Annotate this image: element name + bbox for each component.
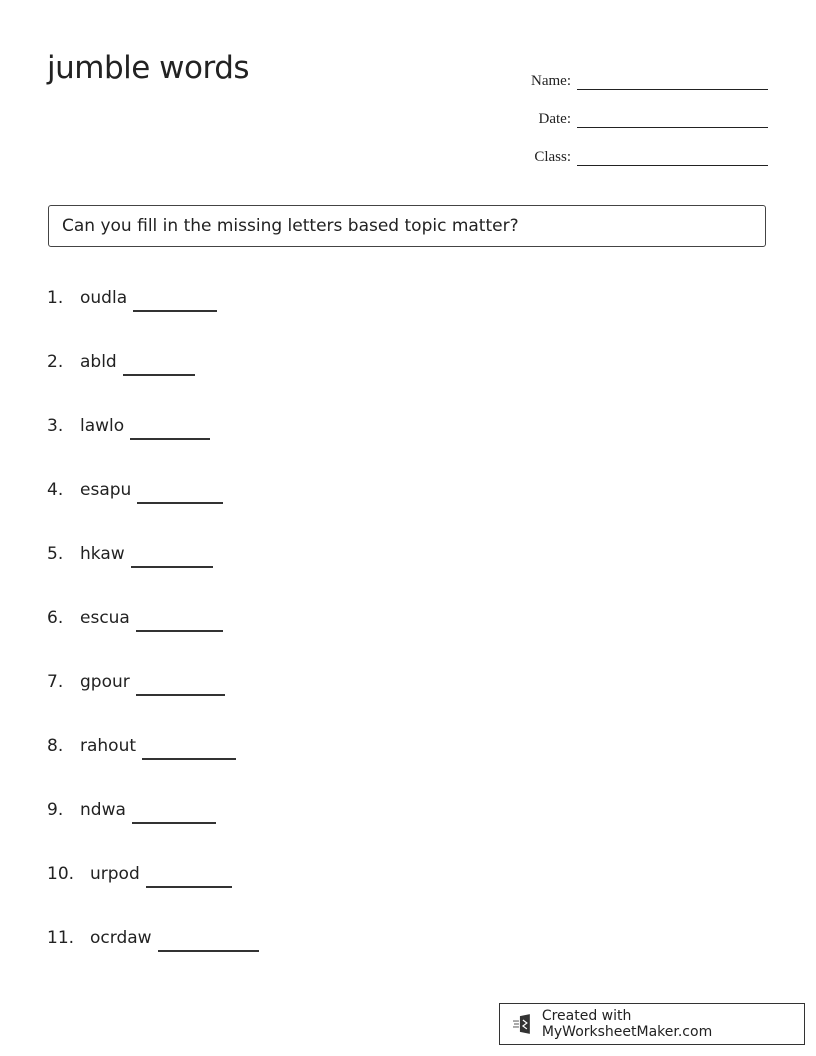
student-info-fields — [500, 52, 768, 166]
jumbled-word: gpour — [80, 672, 130, 692]
footer-badge[interactable] — [499, 1003, 805, 1045]
list-item — [47, 862, 259, 926]
jumbled-word: ndwa — [80, 800, 126, 820]
answer-blank[interactable] — [146, 862, 232, 888]
list-item — [47, 670, 259, 734]
date-line[interactable] — [577, 105, 768, 128]
jumbled-word: rahout — [80, 736, 137, 756]
answer-blank[interactable] — [132, 798, 216, 824]
class-label: Class: — [534, 149, 571, 165]
item-number: 5. — [47, 544, 64, 564]
jumbled-word: ocrdaw — [90, 928, 152, 948]
list-item — [47, 734, 259, 798]
answer-blank[interactable] — [158, 926, 259, 952]
item-number: 2. — [47, 352, 64, 372]
item-number: 6. — [47, 608, 64, 628]
item-number: 4. — [47, 480, 64, 500]
answer-blank[interactable] — [133, 286, 217, 312]
item-number: 10. — [47, 864, 75, 884]
class-line[interactable] — [577, 143, 768, 166]
item-number: 3. — [47, 416, 64, 436]
item-number: 1. — [47, 288, 64, 308]
jumbled-word: escua — [80, 608, 130, 628]
jumbled-word: oudla — [80, 288, 128, 308]
worksheet-title: jumble words — [47, 50, 250, 86]
jumbled-word: esapu — [80, 480, 132, 500]
list-item — [47, 798, 259, 862]
worksheet-maker-logo-icon — [512, 1013, 534, 1035]
name-label: Name: — [531, 73, 571, 89]
list-item — [47, 478, 259, 542]
answer-blank[interactable] — [136, 670, 225, 696]
list-item — [47, 542, 259, 606]
list-item — [47, 926, 259, 990]
date-label: Date: — [538, 111, 571, 127]
answer-blank[interactable] — [130, 414, 210, 440]
item-number: 7. — [47, 672, 64, 692]
class-field[interactable] — [500, 128, 768, 166]
jumbled-word: hkaw — [80, 544, 125, 564]
jumbled-word: urpod — [90, 864, 140, 884]
item-number: 9. — [47, 800, 64, 820]
list-item — [47, 606, 259, 670]
list-item — [47, 414, 259, 478]
answer-blank[interactable] — [137, 478, 223, 504]
list-item — [47, 286, 259, 350]
name-line[interactable] — [577, 67, 768, 90]
name-field[interactable] — [500, 52, 768, 90]
item-number: 11. — [47, 928, 75, 948]
answer-blank[interactable] — [142, 734, 236, 760]
footer-text: Created with MyWorksheetMaker.com — [541, 1008, 713, 1040]
instruction-box: Can you fill in the missing letters based topic matter? — [48, 205, 766, 247]
jumbled-word: abld — [80, 352, 117, 372]
answer-blank[interactable] — [131, 542, 213, 568]
answer-blank[interactable] — [136, 606, 223, 632]
question-list — [47, 286, 259, 990]
date-field[interactable] — [500, 90, 768, 128]
answer-blank[interactable] — [123, 350, 195, 376]
list-item — [47, 350, 259, 414]
jumbled-word: lawlo — [80, 416, 125, 436]
item-number: 8. — [47, 736, 64, 756]
